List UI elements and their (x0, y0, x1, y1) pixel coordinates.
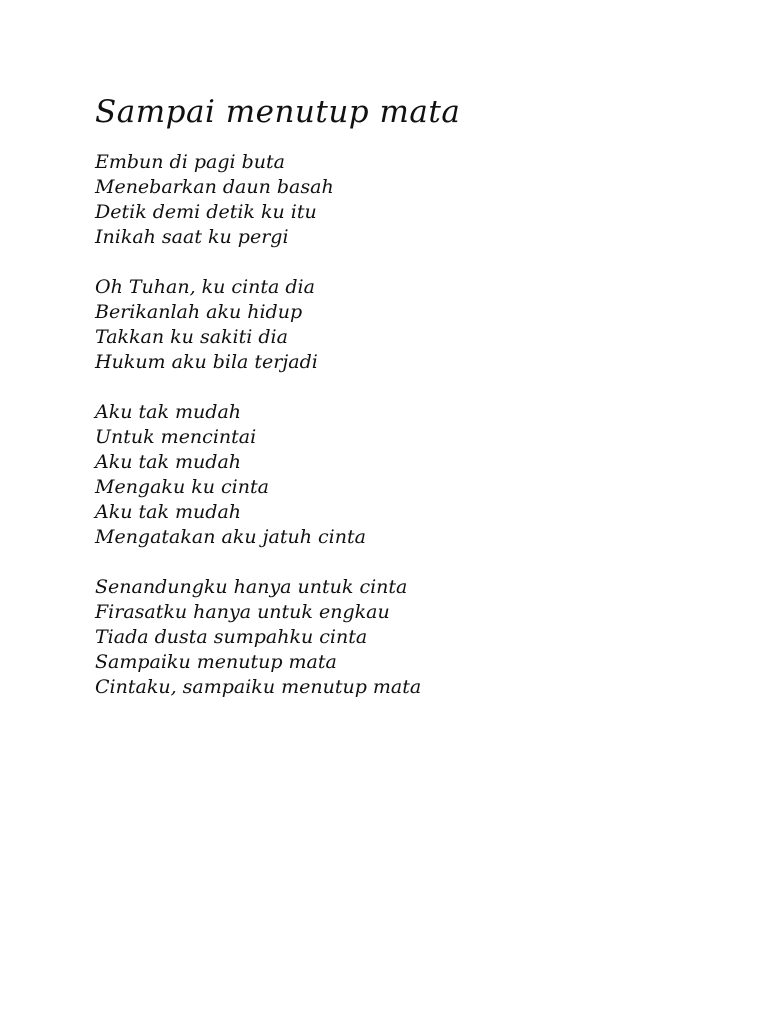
lyric-line: Senandungku hanya untuk cinta (95, 576, 408, 598)
lyric-line: Hukum aku bila terjadi (95, 351, 318, 373)
lyric-line: Berikanlah aku hidup (95, 301, 303, 323)
lyric-line: Takkan ku sakiti dia (95, 326, 288, 348)
lyric-line: Mengatakan aku jatuh cinta (95, 526, 366, 548)
lyric-line: Menebarkan daun basah (95, 176, 334, 198)
stanza-1 (95, 150, 421, 250)
lyric-line: Aku tak mudah (95, 501, 242, 523)
stanza-3 (95, 400, 421, 550)
lyric-line: Embun di pagi buta (95, 151, 285, 173)
lyric-line: Mengaku ku cinta (95, 476, 269, 498)
lyric-line: Tiada dusta sumpahku cinta (95, 626, 368, 648)
stanza-2 (95, 275, 421, 375)
lyric-line: Aku tak mudah (95, 401, 242, 423)
lyric-line: Oh Tuhan, ku cinta dia (95, 276, 315, 298)
lyric-line: Sampaiku menutup mata (95, 651, 337, 673)
lyric-line: Detik demi detik ku itu (95, 201, 317, 223)
lyric-line: Aku tak mudah (95, 451, 242, 473)
lyric-line: Cintaku, sampaiku menutup mata (95, 676, 422, 698)
stanza-4 (95, 575, 421, 700)
lyric-line: Inikah saat ku pergi (95, 226, 289, 248)
lyric-line: Firasatku hanya untuk engkau (95, 601, 390, 623)
page-title: Sampai menutup mata (95, 94, 461, 130)
lyric-line: Untuk mencintai (95, 426, 257, 448)
lyrics-body (95, 150, 421, 725)
